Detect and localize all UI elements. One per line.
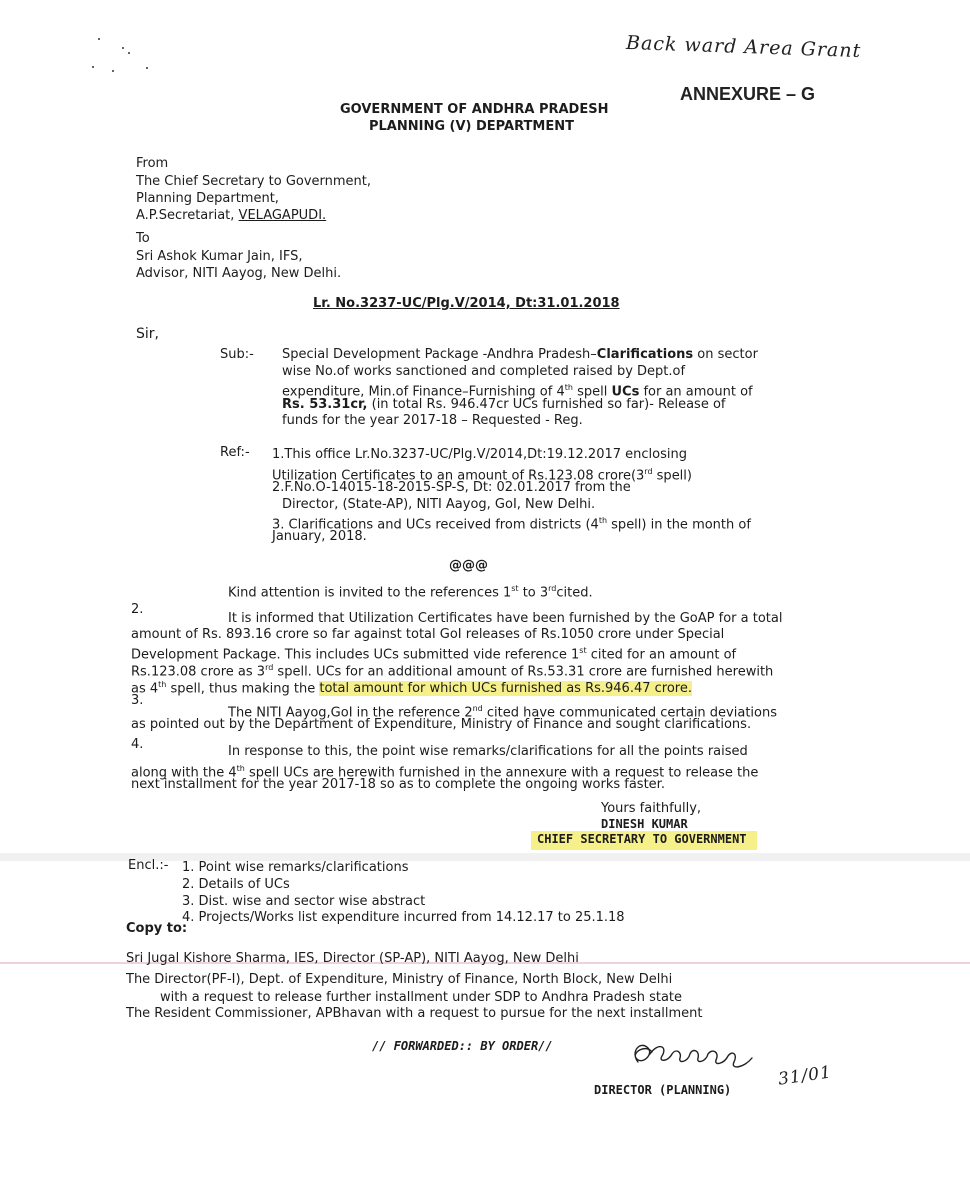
para4-line-3: next installment for the year 2017-18 so as to complete the ongoing works faster. [131,777,665,792]
to-line-1: Sri Ashok Kumar Jain, IFS, [136,249,303,264]
ref-line-4: Director, (State-AP), NITI Aayog, GoI, New Delhi. [282,497,596,512]
para3-line-2: as pointed out by the Department of Expenditure, Ministry of Finance and sought clarifications. [131,717,752,732]
letter-number: Lr. No.3237-UC/Plg.V/2014, Dt:31.01.2018 [313,296,620,311]
from-line-3: A.P.Secretariat, VELAGAPUDI. [136,208,327,223]
ref-line-1: 1.This office Lr.No.3237-UC/Plg.V/2014,Dt:19.12.2017 enclosing [272,447,687,462]
attention-line: Kind attention is invited to the references 1st to 3rdcited. [228,584,593,601]
enclosure-item: 4. Projects/Works list expenditure incurred from 14.12.17 to 25.1.18 [182,910,625,925]
para2-line-3: Development Package. This includes UCs submitted vide reference 1st cited for an amount of [131,646,737,663]
ref-line-2: Utilization Certificates to an amount of Rs.123.08 crore(3rd spell) [272,467,692,484]
signatory-name: DINESH KUMAR [601,817,688,831]
forwarded-by-order: // FORWARDED:: BY ORDER// [372,1039,553,1053]
enclosures-label: Encl.:- [128,858,169,873]
subject-line-1: Special Development Package -Andhra Pradesh–Clarifications on sector [282,347,758,362]
ref-line-6: January, 2018. [272,529,367,544]
para2-line-2: amount of Rs. 893.16 crore so far against total GoI releases of Rs.1050 crore under Special [131,627,725,642]
annexure-label: ANNEXURE – G [680,84,816,104]
copy-to-line-3: with a request to release further installment under SDP to Andhra Pradesh state [160,990,683,1005]
copy-to-line-1: Sri Jugal Kishore Sharma, IES, Director (SP-AP), NITI Aayog, New Delhi [126,951,579,966]
enclosure-item: 2. Details of UCs [182,877,290,892]
subject-line-4: Rs. 53.31cr, (in total Rs. 946.47cr UCs furnished so far)- Release of [282,397,726,412]
salutation: Sir, [136,326,159,342]
handwritten-note: Back ward Area Grant [625,31,862,63]
ref-label: Ref:- [220,445,250,460]
signature-date: 31/01 [776,1062,834,1090]
to-line-2: Advisor, NITI Aayog, New Delhi. [136,266,342,281]
director-signature [628,1032,778,1080]
ref-line-3: 2.F.No.O-14015-18-2015-SP-S, Dt: 02.01.2017 from the [272,480,631,495]
director-designation: DIRECTOR (PLANNING) [594,1083,732,1097]
subject-label: Sub:- [220,347,254,362]
separator: @@@ [449,558,488,573]
highlighted-total: total amount for which UCs furnished as Rs.946.47 crore. [319,681,692,697]
para4-line-2: along with the 4th spell UCs are herewith furnished in the annexure with a request to release the [131,764,759,781]
subject-line-5: funds for the year 2017-18 – Requested - Reg. [282,413,583,428]
enclosure-item: 1. Point wise remarks/clarifications [182,860,409,875]
para3-line-1: The NITI Aayog,GoI in the reference 2nd cited have communicated certain deviations [228,704,777,721]
copy-to-line-4: The Resident Commissioner, APBhavan with a request to pursue for the next installment [126,1006,703,1021]
para2-line-1: It is informed that Utilization Certificates have been furnished by the GoAP for a total [228,611,783,626]
closing: Yours faithfully, [601,801,702,816]
subject-line-3: expenditure, Min.of Finance–Furnishing of 4th spell UCs for an amount of [282,383,753,400]
signatory-title: CHIEF SECRETARY TO GOVERNMENT [531,831,757,850]
para2-line-4: Rs.123.08 crore as 3rd spell. UCs for an additional amount of Rs.53.31 crore are furnished herewith [131,663,774,680]
subject-line-2: wise No.of works sanctioned and completed raised by Dept.of [282,364,686,379]
copy-to-label: Copy to: [126,921,188,936]
from-line-1: The Chief Secretary to Government, [136,174,372,189]
from-label: From [136,156,169,171]
to-label: To [136,231,150,246]
ref-line-5: 3. Clarifications and UCs received from districts (4th spell) in the month of [272,516,751,533]
header-department: PLANNING (V) DEPARTMENT [369,119,574,134]
header-government: GOVERNMENT OF ANDHRA PRADESH [340,102,609,117]
copy-to-line-2: The Director(PF-I), Dept. of Expenditure, Ministry of Finance, North Block, New Delhi [126,972,673,987]
para4-number: 4. [131,737,144,752]
para2-number: 2. [131,602,144,617]
para4-line-1: In response to this, the point wise remarks/clarifications for all the points raised [228,744,748,759]
para3-number: 3. [131,693,144,708]
from-line-2: Planning Department, [136,191,279,206]
para2-line-5: as 4th spell, thus making the total amount for which UCs furnished as Rs.946.47 crore. [131,680,692,697]
place-name: VELAGAPUDI. [238,208,327,223]
enclosure-item: 3. Dist. wise and sector wise abstract [182,894,426,909]
